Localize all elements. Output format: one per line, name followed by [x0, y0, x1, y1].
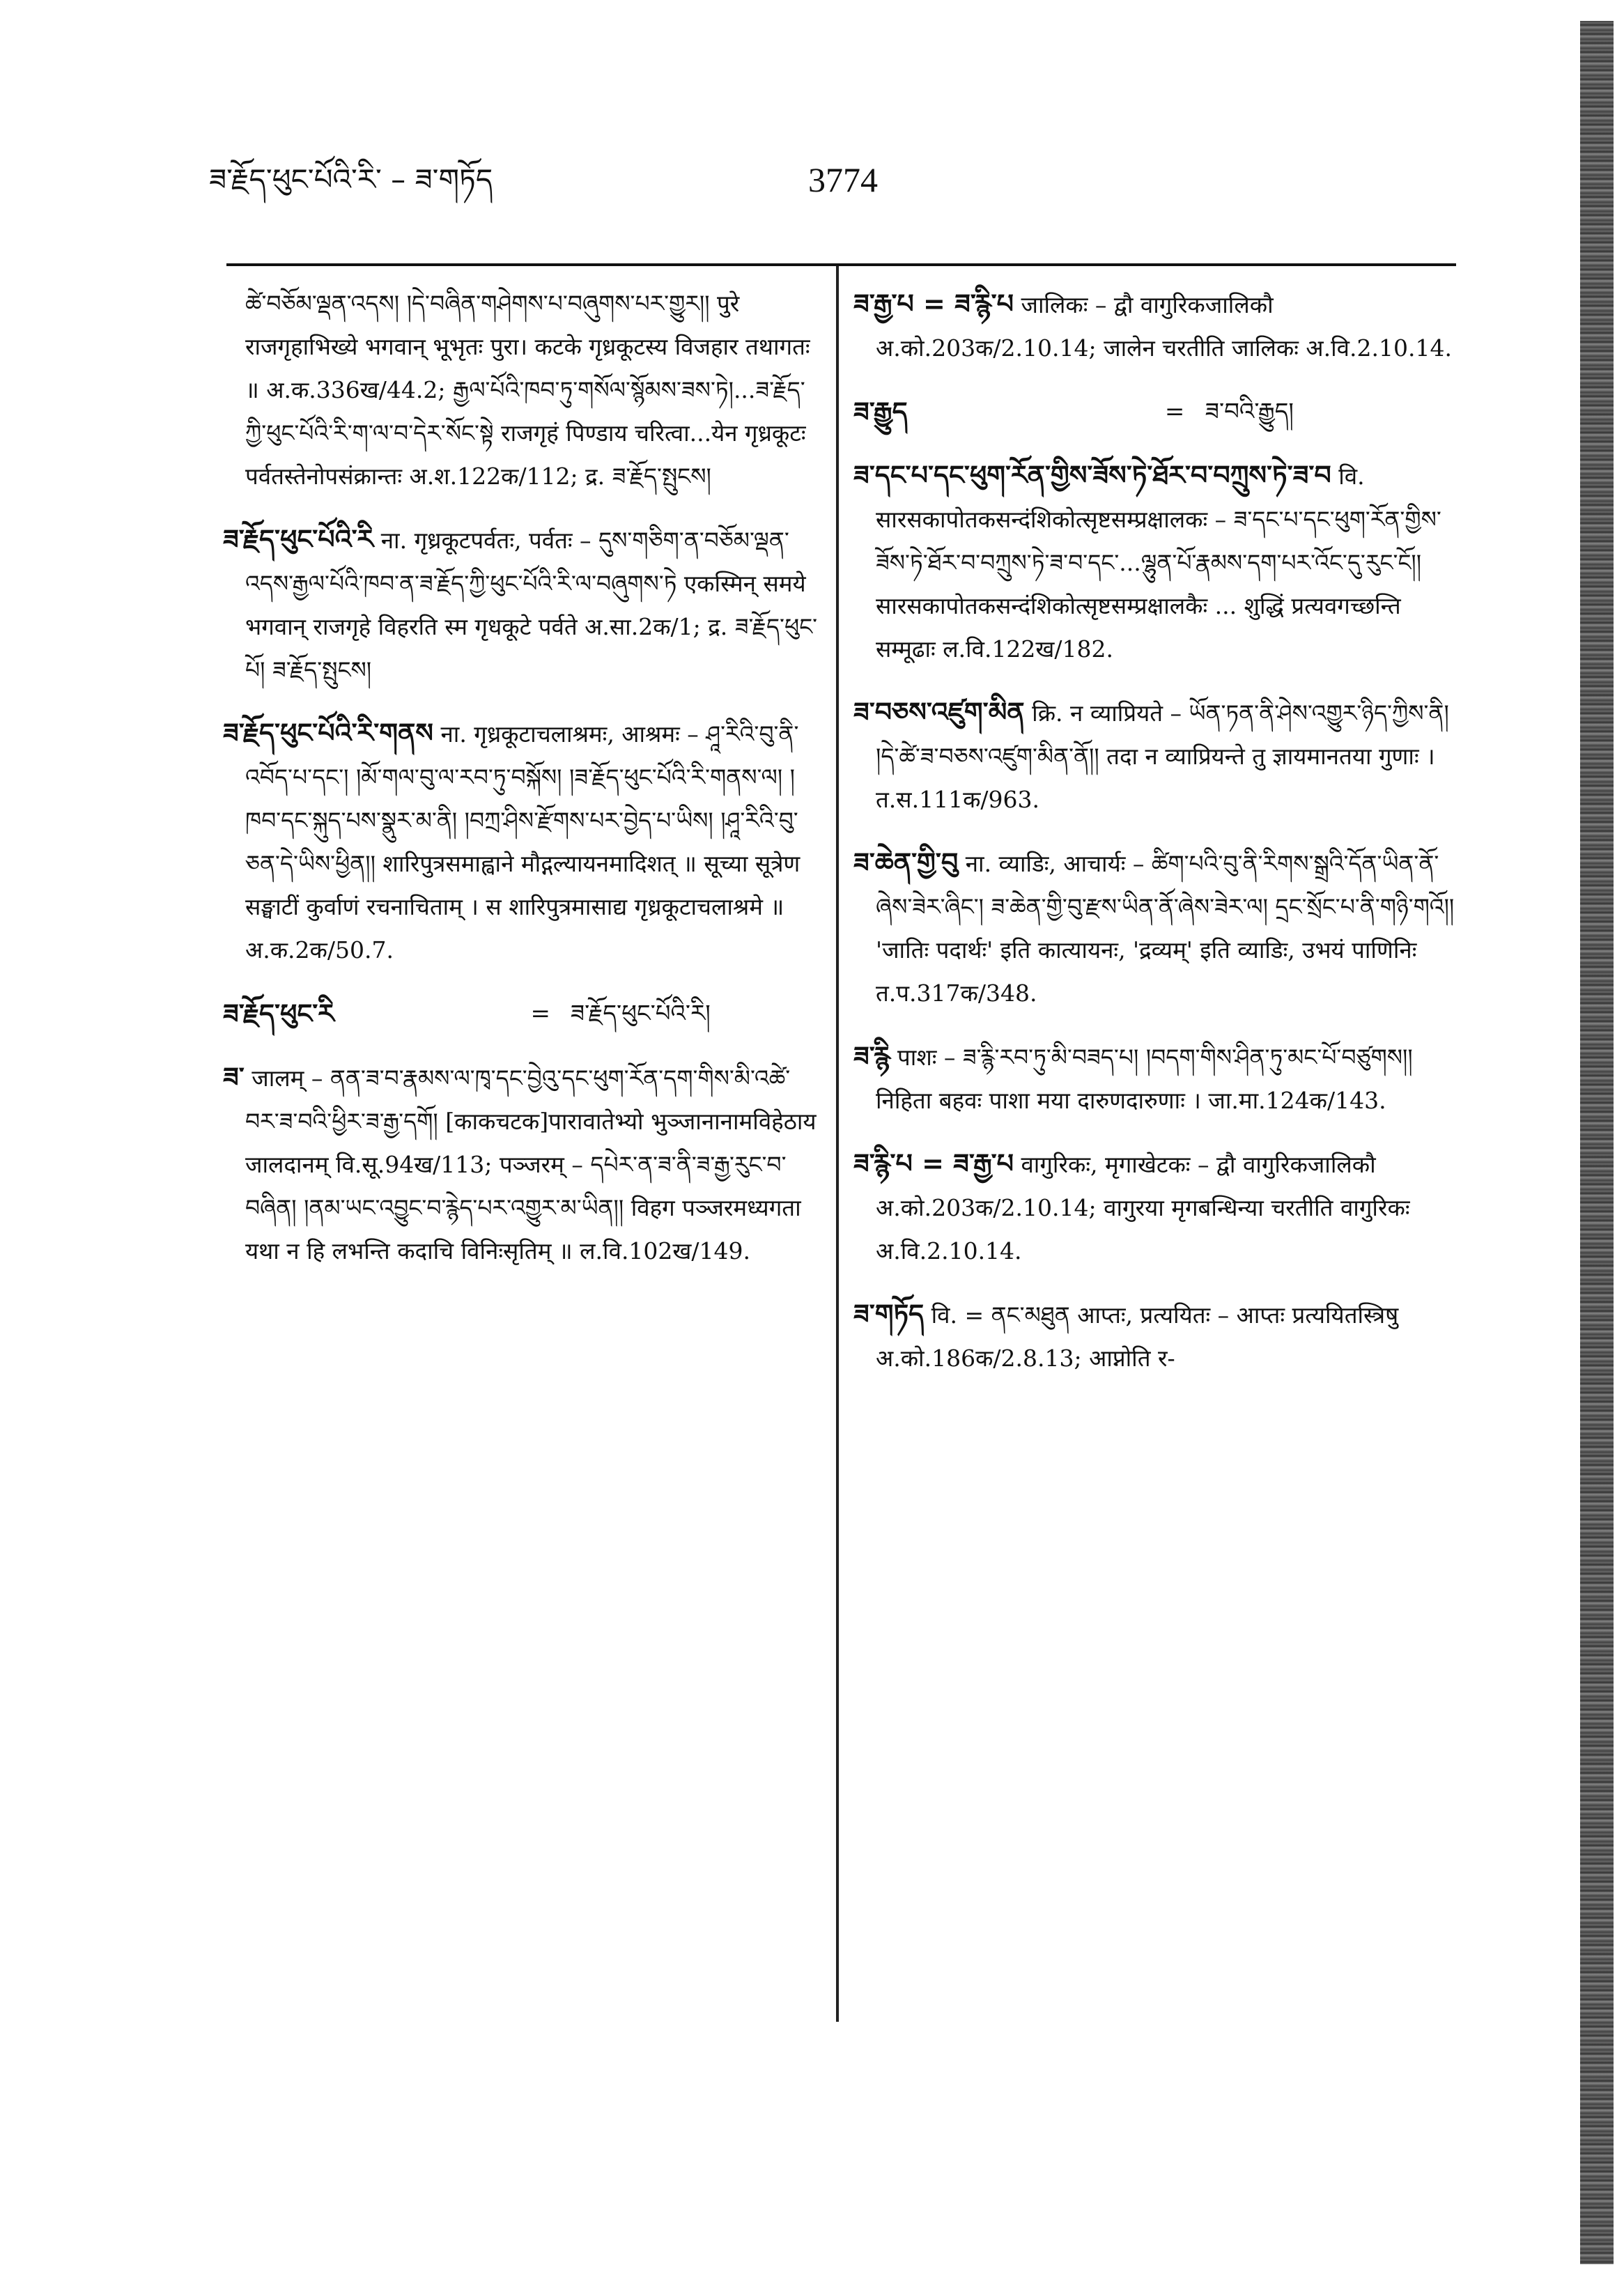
entry-body: ना. गृध्रकूटपर्वतः, पर्वतः – དུས་གཅིག་ན་བཅོམ་ལྡན་འདས་རྒྱལ་པོའི་ཁབ་ན་ཟ་རྗོད་ཀྱི་ཕུང་པོའི་རི་ལ་བཞུགས་ཏེ एकस्मिन् समये भगवान् राजगृहे विहरति स्म गृधकूटे पर्वते अ.सा.2क/1; द्र. ཟ་རྗོད་ཕུང་པོ། ཟ་རྗོད་སྤུངས།: [245, 527, 818, 683]
entry-body: वि. सारसकापोतकसन्दंशिकोत्सृष्टसम्प्रक्षालकः – ཟ་དང་པ་དང་ཕུག་རོན་གྱིས་ཟོས་ཏེ་ཐོར་བ་བཀྲུས་ཏེ་ཟ་བ་དང་...ལྷུན་པོ་རྣམས་དག་པར་འོང་དུ་རུང་ངོ།། सारसकापोतकसन्दंशिकोत्सृष्टसम्प्रक्षालकैः ... शुद्धिं प्रत्यवगच्छन्ति सम्मूढाः ल.वि.122ख/182.: [876, 463, 1441, 663]
running-head: ཟ་རྗོད་ཕུང་པོའི་རི་ – ཟ་གཏོད: [209, 162, 493, 196]
dictionary-entry: [853, 1292, 1460, 1380]
header-rule: [226, 263, 1456, 266]
crossref-equals: =: [530, 1000, 551, 1028]
entry-headword: ཟ་བཅས་འཛུག་མིན: [853, 697, 1025, 727]
entry-body: क्रि. न व्याप्रियते – ཡོན་ཏན་ནི་ཤེས་འགྱུར་ཉིད་ཀྱིས་ནི། །དེ་ཚེ་ཟ་བཅས་འཛུག་མིན་ནོ།། तदा न व्याप्रियन्ते तु ज्ञायमानतया गुणाः । त.स.111क/963.: [876, 699, 1449, 813]
entry-body: वि. = ནང་མཐུན आप्तः, प्रत्ययितः – आप्तः प्रत्ययितस्त्रिषु अ.को.186क/2.8.13; आप्नोति र-: [876, 1301, 1399, 1372]
scan-edge: [1580, 21, 1614, 2264]
cross-reference: [853, 389, 1460, 434]
entry-body: वागुरिकः, मृगाखेटकः – द्वौ वागुरिकजालिकौ अ.को.203क/2.10.14; वागुरया मृगबन्धिन्या चरतीति वागुरिकः अ.वि.2.10.14.: [876, 1151, 1410, 1264]
crossref-target: ཟ་རྗོད་ཕུང་པོའི་རི།: [570, 1000, 711, 1028]
dictionary-entry: [853, 841, 1460, 1015]
entry-headword: ཟ་གཏོད: [853, 1299, 925, 1329]
right-column: [853, 282, 1460, 1400]
entry-body: पाशः – ཟ་རྙི་རབ་ཏུ་མི་བཟད་པ། །བདག་གིས་ཤིན་ཏུ་མང་པོ་བཙུགས།། निहिता बहवः पाशा मया दारुणदारुणाः । जा.मा.124क/143.: [876, 1044, 1413, 1114]
dictionary-entry: [853, 1035, 1460, 1122]
entry-headword: ཟ་རྗོད་ཕུང་པོའི་རི: [223, 524, 374, 555]
entry-headword: ཟ་རྒྱ་པ = ཟ་རྙི་པ: [853, 288, 1014, 319]
cross-reference: [223, 991, 822, 1036]
entry-headword: ཟ་རྗོད་ཕུང་པོའི་རི་གནས: [223, 718, 433, 748]
dictionary-entry: [853, 282, 1460, 370]
page-header: [209, 159, 1456, 208]
dictionary-entry: [853, 1142, 1460, 1273]
entry-body: जालम् – ནན་ཟ་བ་རྣམས་ལ་ཁྭ་དང་བྱེའུ་དང་ཕུག་རོན་དག་གིས་མི་འཚེ་བར་ཟ་བའི་ཕྱིར་ཟ་རྒྱ་དགོ། [काकचटक]पारावातेभ्यो भुञ्जानानामविहेठाय जालदानम् वि.सू.94ख/113; पञ्जरम् – དཔེར་ན་ཟ་ནི་ཟ་རྒྱ་རུང་བ་བཞིན། །ནམ་ཡང་འབྱུང་བ་རྙེད་པར་འགྱུར་མ་ཡིན།། विहग पञ्जरमध्यगता यथा न हि लभन्ति कदाचि विनिःसृतिम् ॥ ल.वि.102ख/149.: [245, 1065, 817, 1264]
dictionary-entry: [853, 690, 1460, 821]
entry-body: ना. व्याडिः, आचार्यः – ཚིག་པའི་བུ་ནི་རིགས་སྒྲའི་དོན་ཡིན་ནོ་ཞེས་ཟེར་ཞིང་། ཟ་ཆེན་གྱི་བུ་རྫས་ཡིན་ནོ་ཞེས་ཟེར་ལ། དྲང་སྲོང་པ་ནི་གཉི་གའོ།། 'जातिः पदार्थः' इति कात्यायनः, 'द्रव्यम्' इति व्याडिः, उभयं पाणिनिः त.प.317क/348.: [876, 850, 1455, 1007]
entry-headword: ཟ་དང་པ་དང་ཕུག་རོན་གྱིས་ཟོས་ཏེ་ཐོར་བ་བཀྲུས་ཏེ་ཟ་བ: [853, 460, 1331, 490]
page-number: 3774: [808, 160, 878, 199]
crossref-term: ཟ་རྗོད་ཕུང་རི: [223, 998, 334, 1029]
crossref-term: ཟ་རྒྱུད: [853, 396, 908, 427]
dictionary-entry: [223, 518, 822, 692]
left-column: [223, 282, 822, 1292]
entry-headword: ཟ་རྙི་པ = ཟ་རྒྱ་པ: [853, 1148, 1014, 1179]
entry-body: ना. गृध्रकूटाचलाश्रमः, आश्रमः – ཤཱ་རིའི་བུ་ནི་འབོད་པ་དང་། །མོ་གལ་བུ་ལ་རབ་ཏུ་བསྐོས། །ཟ་རྗོད་ཕུང་པོའི་རི་གནས་ལ། །ཁབ་དང་སྐུད་པས་སྣུར་མ་ནི། །བཀྲ་ཤིས་རྫོགས་པར་བྱེད་པ་ཡིས། །ཤཱ་རིའི་བུ་ཅན་དེ་ཡིས་ཕྱིན།། शारिपुत्रसमाह्वाने मौद्गल्यायनमादिशत् ॥ सूच्या सूत्रेण सङ्घाटीं कुर्वाणं रचनाचिताम् । स शारिपुत्रमासाद्य गृध्रकूटाचलाश्रमे ॥ अ.क.2क/50.7.: [245, 720, 801, 964]
dictionary-entry: [853, 454, 1460, 671]
dictionary-entry: [223, 711, 822, 972]
entry-headword: ཟ་: [223, 1062, 245, 1092]
crossref-equals: =: [1164, 398, 1185, 426]
entry-headword: ཟ་རྙི: [853, 1041, 890, 1071]
continuation-text: ཚེ་བཅོམ་ལྡན་འདས། །དེ་བཞིན་གཤེགས་པ་བཞུགས་པར་གྱུར།། पुरे राजगृहाभिख्ये भगवान् भूभृतः पुरा। कटके गृध्रकूटस्य विजहार तथागतः ॥ अ.क.336ख/44.2; རྒྱལ་པོའི་ཁབ་ཏུ་གསོལ་སྙོམས་ཟས་ཏེ།...ཟ་རྗོད་ཀྱི་ཕུང་པོའི་རི་ག་ལ་བ་དེར་སོང་སྟེ राजगृहं पिण्डाय चरित्वा...येन गृध्रकूटः पर्वतस्तेनोपसंक्रान्तः अ.श.122क/112; द्र. ཟ་རྗོད་སྤུངས།: [245, 290, 810, 490]
entry-body: जालिकः – द्वौ वागुरिकजालिकौ अ.को.203क/2.10.14; जालेन चरतीति जालिकः अ.वि.2.10.14.: [876, 291, 1452, 362]
entry-headword: ཟ་ཆེན་གྱི་བུ: [853, 847, 959, 878]
dictionary-entry: [223, 1055, 822, 1273]
column-divider: [836, 266, 839, 2022]
crossref-target: ཟ་བའི་རྒྱུད།: [1205, 398, 1294, 426]
